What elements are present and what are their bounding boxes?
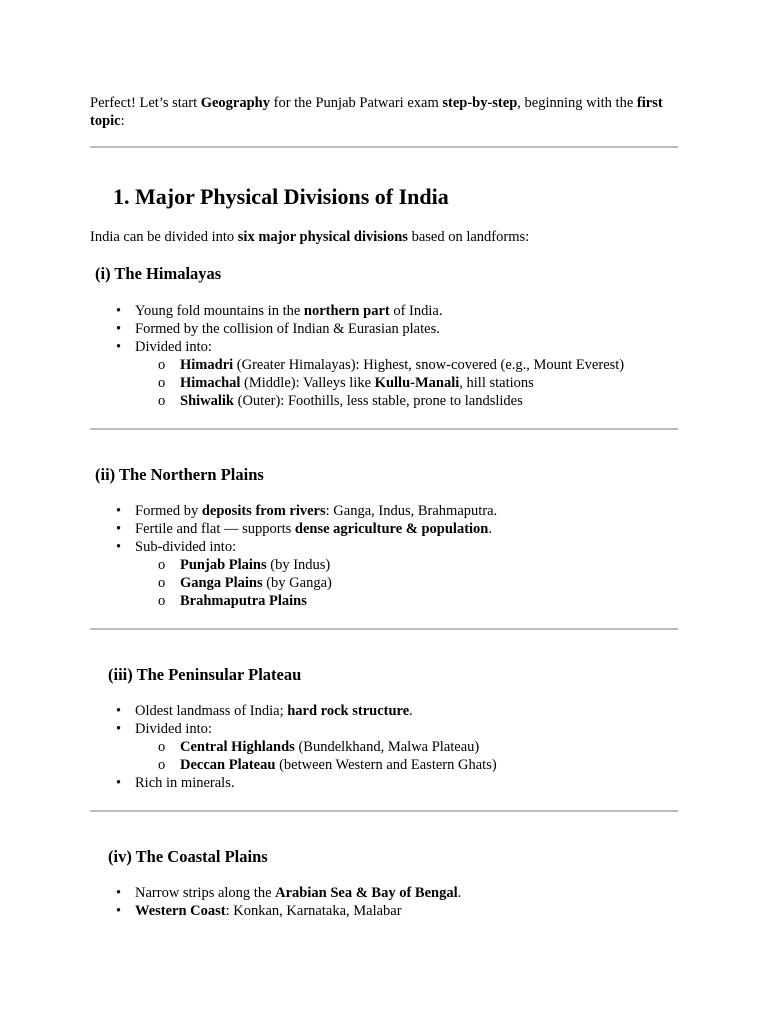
bullet-icon: • [116,503,122,519]
section-title-northern-plains: (ii) The Northern Plains [95,465,264,484]
intro-paragraph [90,94,690,130]
text-run: India can be divided into [90,229,238,245]
bold-text: step-by-step [442,95,518,111]
text-run: Fertile and flat — supports [135,521,295,537]
main-title: 1. Major Physical Divisions of India [113,184,449,209]
text-run: (by Indus) [266,557,331,573]
bullet-icon: • [116,321,122,337]
sub-list-item [90,356,624,374]
text-run: Narrow strips along the [135,885,276,901]
list-item [90,302,624,320]
divider-2 [90,428,678,430]
text-run: of India. [389,303,443,319]
bullet-icon: • [116,303,122,319]
list-item [90,774,497,792]
circle-bullet-icon: o [158,393,166,409]
bullet-icon: • [116,703,122,719]
text-run: . [409,703,413,719]
bold-text: Shiwalik [180,393,234,409]
text-run: (Outer): Foothills, less stable, prone to landslides [234,393,523,409]
sub-list-item [90,738,497,756]
list-item [90,520,497,538]
circle-bullet-icon: o [158,575,166,591]
bullet-icon: • [116,885,122,901]
text-run: , beginning with the [517,95,637,111]
text-run: (between Western and Eastern Ghats) [275,757,497,773]
sub-list-item [90,374,624,392]
section-title-coastal-plains: (iv) The Coastal Plains [108,847,268,866]
text-run: Rich in minerals. [135,775,235,791]
section-title-himalayas: (i) The Himalayas [95,264,222,283]
bold-text: hard rock structure [287,703,410,719]
divider-3 [90,628,678,630]
text-run: . [457,885,462,901]
bold-text: Ganga Plains [180,575,263,591]
list-peninsular-plateau [90,702,497,792]
section-title-peninsular-plateau: (iii) The Peninsular Plateau [108,665,302,684]
circle-bullet-icon: o [158,557,166,573]
bold-text: six major physical divisions [237,229,408,245]
text-run: Young fold mountains in the [135,303,304,319]
bullet-icon: • [116,903,122,919]
bold-text: deposits from rivers [201,503,326,519]
text-run: Formed by [135,503,202,519]
sub-list-item [90,592,497,610]
circle-bullet-icon: o [158,739,166,755]
text-run: (by Ganga) [262,575,332,591]
text-run: Divided into: [135,721,212,737]
text-run: (Bundelkhand, Malwa Plateau) [294,739,480,755]
text-run: : Konkan, Karnataka, Malabar [225,903,402,919]
sub-list-item [90,556,497,574]
bold-text: Kullu-Manali [374,375,460,391]
bold-text: Himadri [180,357,234,373]
bold-text: Brahmaputra Plains [180,593,307,609]
list-item [90,720,497,738]
list-item [90,902,461,920]
bold-text: first topic [90,95,663,129]
list-item [90,338,624,356]
main-description [90,228,529,246]
text-run: for the Punjab Patwari exam [270,95,443,111]
circle-bullet-icon: o [158,757,166,773]
text-run: Oldest landmass of India; [135,703,288,719]
text-run: (Greater Himalayas): Highest, snow-covered (e.g., Mount Everest) [233,357,625,373]
divider-4 [90,810,678,812]
text-run: (Middle): Valleys like [240,375,375,391]
bold-text: dense agriculture & population [294,521,489,537]
sub-list-item [90,756,497,774]
sub-list-item [90,392,624,410]
bold-text: Punjab Plains [180,557,267,573]
list-northern-plains [90,502,497,610]
list-item [90,502,497,520]
list-item [90,320,624,338]
bold-text: Geography [200,95,270,111]
sub-list-item [90,574,497,592]
bold-text: Central Highlands [180,739,295,755]
bullet-icon: • [116,721,122,737]
bold-text: Arabian Sea & Bay of Bengal [275,885,458,901]
list-item [90,538,497,556]
text-run: : [120,113,125,129]
bullet-icon: • [116,539,122,555]
list-item [90,702,497,720]
bullet-icon: • [116,521,122,537]
circle-bullet-icon: o [158,375,166,391]
circle-bullet-icon: o [158,593,166,609]
text-run: . [488,521,492,537]
circle-bullet-icon: o [158,357,166,373]
text-run: based on landforms: [407,229,530,245]
bold-text: Himachal [180,375,241,391]
text-run: , hill stations [459,375,534,391]
text-run: Formed by the collision of Indian & Eurasian plates. [135,321,440,337]
bullet-icon: • [116,339,122,355]
divider-1 [90,146,678,148]
list-item [90,884,461,902]
text-run: Sub-divided into: [135,539,237,555]
text-run: Perfect! Let’s start [90,95,201,111]
bold-text: northern part [303,303,390,319]
bullet-icon: • [116,775,122,791]
bold-text: Deccan Plateau [180,757,276,773]
text-run: Divided into: [135,339,212,355]
list-coastal-plains [90,884,461,920]
bold-text: Western Coast [135,903,226,919]
text-run: : Ganga, Indus, Brahmaputra. [325,503,498,519]
list-himalayas [90,302,624,410]
